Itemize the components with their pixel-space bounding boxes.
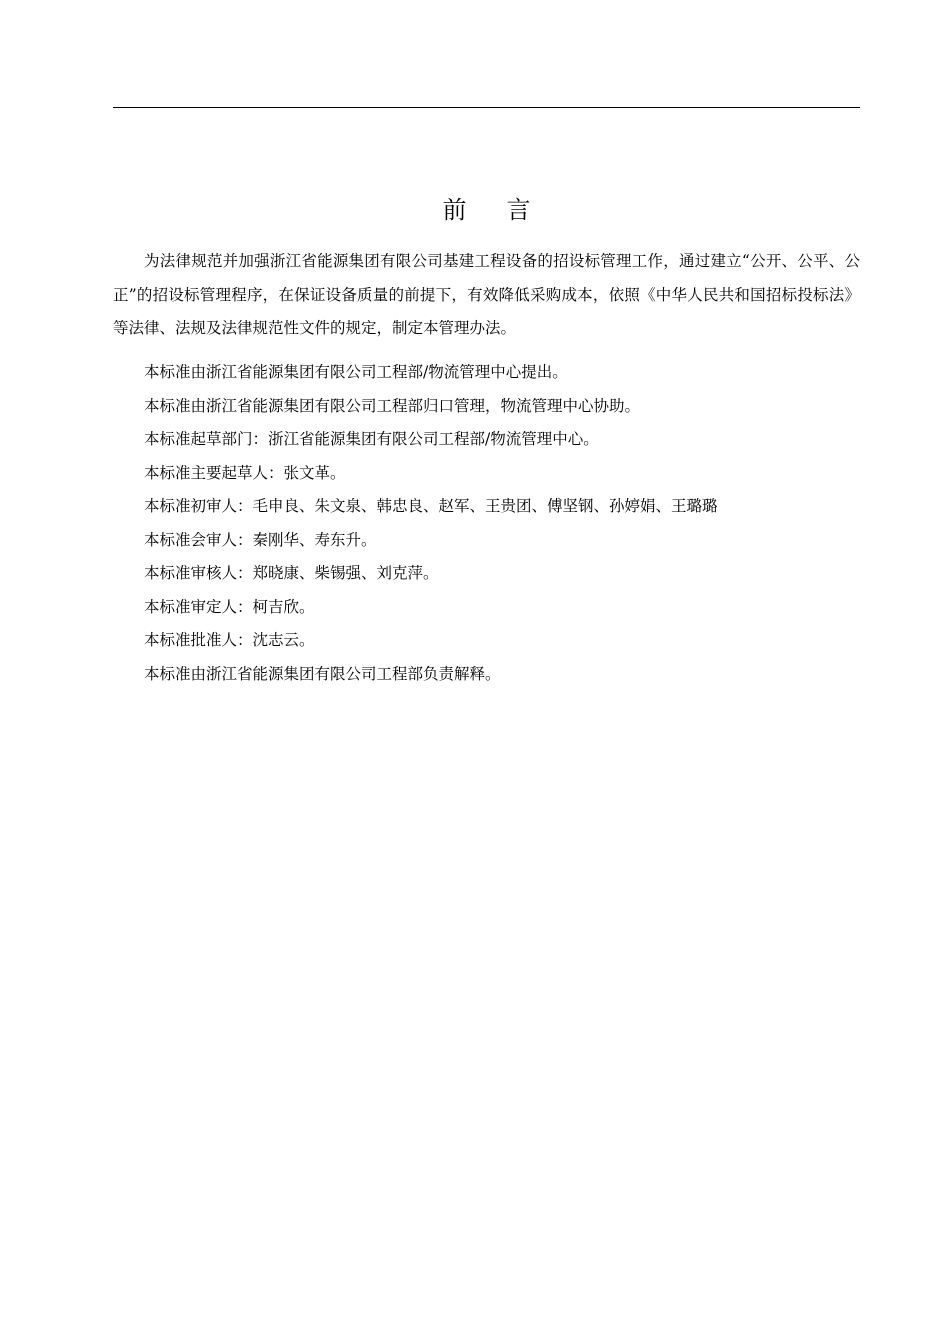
info-line-auditors: 本标准审核人：郑晓康、柴锡强、刘克萍。 (144, 564, 439, 582)
page-title: 前言 (442, 196, 571, 225)
header-rule (113, 107, 860, 108)
info-line-management: 本标准由浙江省能源集团有限公司工程部归口管理，物流管理中心协助。 (144, 396, 641, 415)
info-line-finalizer: 本标准审定人：柯吉欣。 (144, 597, 315, 616)
info-line-joint-reviewers: 本标准会审人：秦刚华、寿东升。 (144, 530, 377, 549)
info-line-approver: 本标准批准人：沈志云。 (144, 631, 315, 649)
info-line-main-drafter: 本标准主要起草人：张文革。 (144, 463, 346, 482)
info-line-proposer: 本标准由浙江省能源集团有限公司工程部/物流管理中心提出。 (144, 363, 568, 381)
info-line-preliminary-reviewers: 本标准初审人：毛申良、朱文泉、韩忠良、赵军、王贵团、傅坚钢、孙婷娟、王璐璐 (144, 497, 718, 515)
standard-info-list (144, 356, 860, 691)
intro-paragraph: 为法律规范并加强浙江省能源集团有限公司基建工程设备的招设标管理工作，通过建立“公开、公平、公正”的招设标管理程序，在保证设备质量的前提下，有效降低采购成本，依照《中华人民共和国招标投标法》等法律、法规及法律规范性文件的规定，制定本管理办法。 (113, 252, 860, 337)
info-line-drafting-department: 本标准起草部门：浙江省能源集团有限公司工程部/物流管理中心。 (144, 430, 599, 448)
info-line-interpretation: 本标准由浙江省能源集团有限公司工程部负责解释。 (144, 664, 501, 683)
